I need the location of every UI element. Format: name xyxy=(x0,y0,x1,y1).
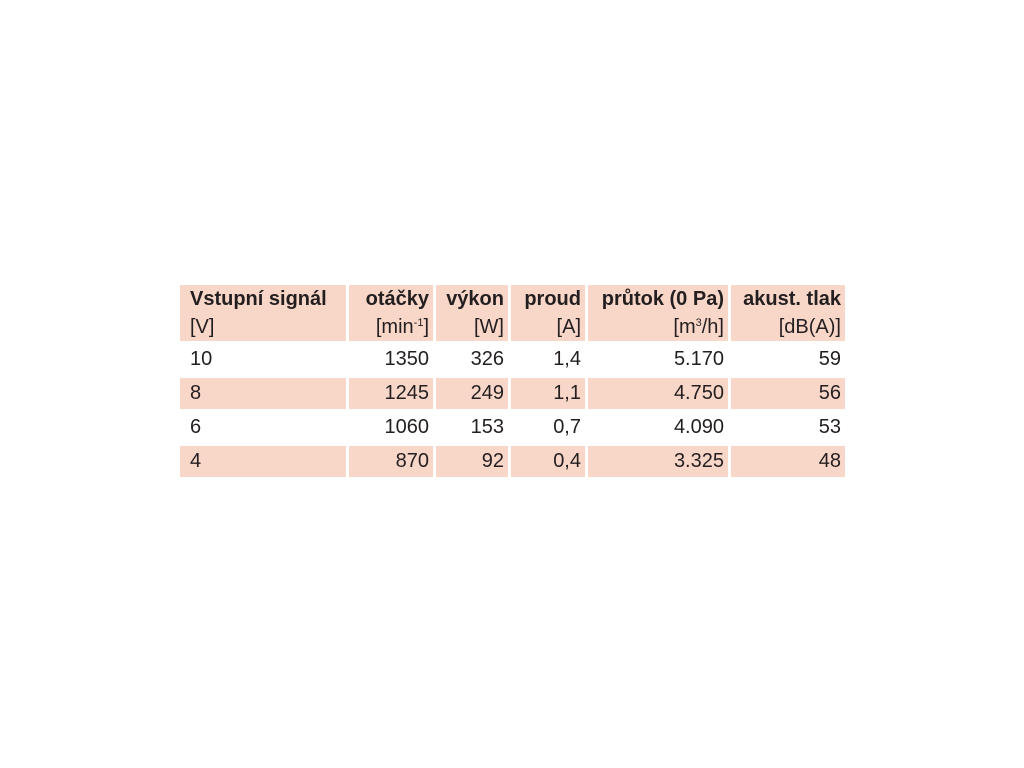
column-header-sound-pressure xyxy=(731,285,845,341)
table-row xyxy=(180,344,845,375)
column-unit-base: [min xyxy=(375,316,414,338)
cell-speed: 1245 xyxy=(349,378,433,409)
column-title: proud xyxy=(524,288,581,310)
cell-sound-pressure: 56 xyxy=(731,378,845,409)
column-title: výkon xyxy=(446,288,504,310)
fan-spec-table xyxy=(177,282,848,480)
column-title: otáčky xyxy=(365,288,429,310)
column-header-power xyxy=(436,285,508,341)
column-unit xyxy=(598,313,724,341)
column-title: průtok (0 Pa) xyxy=(601,288,724,310)
cell-current: 0,7 xyxy=(553,416,581,438)
cell-power: 153 xyxy=(470,416,504,438)
column-unit: [W] xyxy=(474,316,504,338)
cell-power: 92 xyxy=(436,446,508,477)
cell-sound-pressure: 53 xyxy=(818,416,841,438)
cell-airflow: 5.170 xyxy=(673,348,724,370)
column-title: Vstupní signál xyxy=(190,288,327,310)
cell-speed: 1350 xyxy=(384,348,429,370)
column-header-input-signal xyxy=(180,285,346,341)
cell-input-signal: 10 xyxy=(190,348,213,370)
cell-airflow: 3.325 xyxy=(588,446,728,477)
cell-current: 1,4 xyxy=(553,348,581,370)
table-row xyxy=(180,446,845,477)
cell-input-signal: 4 xyxy=(180,446,346,477)
cell-input-signal: 8 xyxy=(180,378,346,409)
cell-power: 326 xyxy=(470,348,504,370)
column-unit-base: [m xyxy=(673,316,696,338)
table-header-row xyxy=(180,285,845,341)
cell-airflow: 4.090 xyxy=(673,416,724,438)
column-unit-exponent: 3 xyxy=(695,317,702,329)
column-unit: [A] xyxy=(556,316,581,338)
column-header-airflow xyxy=(588,285,728,341)
column-unit: [dB(A)] xyxy=(778,316,841,338)
cell-current: 1,1 xyxy=(511,378,585,409)
cell-sound-pressure: 48 xyxy=(731,446,845,477)
cell-speed: 1060 xyxy=(384,416,429,438)
column-unit-end: ] xyxy=(423,316,429,338)
column-unit: [V] xyxy=(190,316,215,338)
cell-power: 249 xyxy=(436,378,508,409)
column-header-speed xyxy=(349,285,433,341)
table-row xyxy=(180,412,845,443)
column-title: akust. tlak xyxy=(743,288,841,310)
cell-current: 0,4 xyxy=(511,446,585,477)
cell-airflow: 4.750 xyxy=(588,378,728,409)
table-row xyxy=(180,378,845,409)
column-unit-end: /h] xyxy=(701,316,724,338)
column-unit xyxy=(359,313,429,341)
cell-speed: 870 xyxy=(349,446,433,477)
cell-input-signal: 6 xyxy=(190,416,202,438)
column-header-current xyxy=(511,285,585,341)
column-unit-exponent: -1 xyxy=(413,317,424,329)
cell-sound-pressure: 59 xyxy=(818,348,841,370)
